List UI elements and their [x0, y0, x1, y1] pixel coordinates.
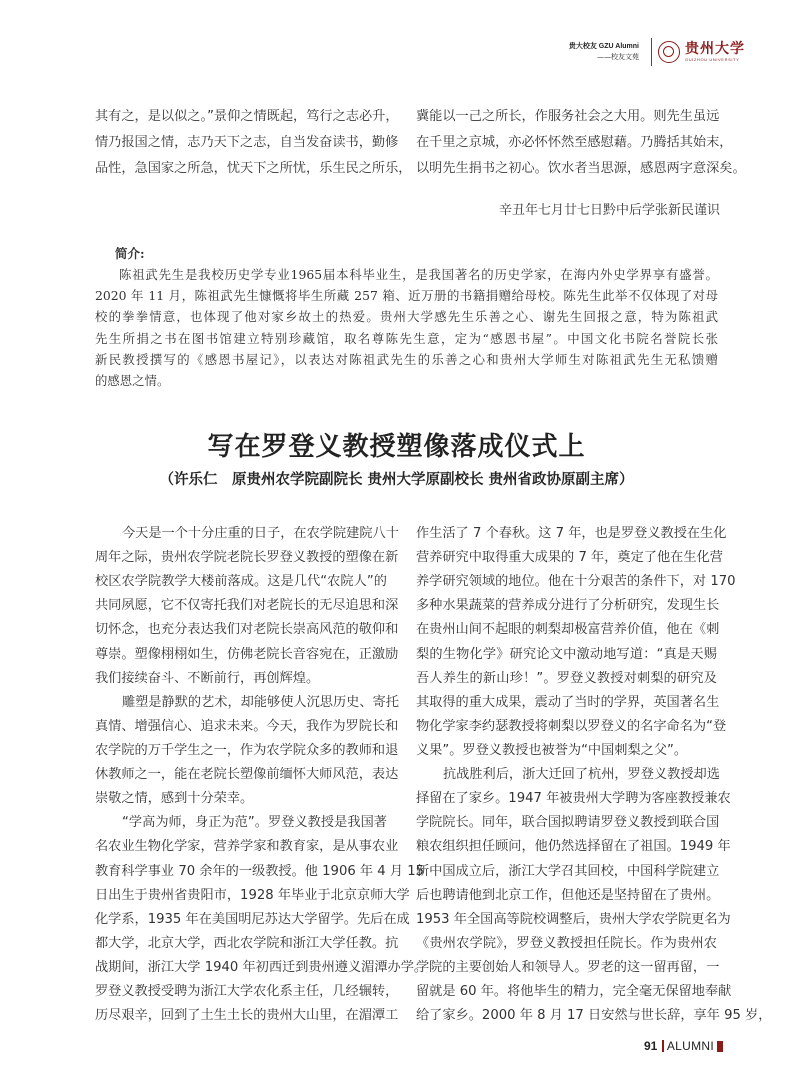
body-line: 义果”。罗登义教授也被誉为“中国刺梨之父”。: [416, 742, 688, 758]
body-line: 物化学家李约瑟教授将刺梨以罗登义的名字命名为“登: [416, 718, 727, 734]
article-subtitle: （许乐仁 原贵州农学院副院长 贵州大学原副校长 贵州省政协原副主席）: [159, 472, 634, 488]
body-line: 化学系，1935 年在美国明尼苏达大学留学。先后在成: [95, 911, 410, 927]
signature: 辛丑年七月廿七日黔中后学张新民谨识: [498, 203, 720, 218]
bio-section: [95, 244, 718, 422]
body-line: 真情、增强信心、追求未来。今天，我作为罗院长和: [95, 718, 399, 734]
body-line: “学高为师，身正为范”。罗登义教授是我国著: [122, 815, 387, 831]
bio-line: 先生所捐之书在图书馆建立特别珍藏馆，取名尊陈先生意，定为“感恩书屋”。中国文化书院名誉院长张: [95, 330, 718, 346]
body-line: 梨的生物化学》研究论文中激动地写道：“真是天赐: [416, 646, 717, 662]
text-line: 其有之，是以似之。”景仰之情既起，笃行之志必升，: [95, 109, 399, 124]
bio-line: 陈祖武先生是我校历史学专业1965届本科毕业生，是我国著名的历史学家，在海内外史学界享有盛誉。: [119, 267, 718, 282]
university-name-cn: 贵州大学: [685, 41, 745, 57]
body-line: 作生活了 7 个春秋。这 7 年，也是罗登义教授在生化: [416, 526, 727, 541]
body-line: 校区农学院教学大楼前落成。这是几代“农院人”的: [95, 574, 387, 590]
body-line: 抗战胜利后，浙大迁回了杭州，罗登义教授却选: [443, 767, 720, 783]
body-line: 新中国成立后，浙江大学召其回校，中国科学院建立: [416, 863, 720, 879]
header-tagline: ——校友文苑: [597, 53, 639, 61]
top-right-column: [416, 104, 746, 182]
top-left-column: [95, 104, 412, 182]
body-line: 崇敬之情，感到十分荣幸。: [95, 791, 254, 807]
body-line: 《贵州农学院》，罗登义教授担任院长。作为贵州农: [416, 935, 717, 951]
page-footer: [644, 1039, 723, 1053]
body-line: 战期间，浙江大学 1940 年初西迁到贵州遵义湄潭办学。: [95, 959, 428, 975]
bio-title: 简介:: [115, 246, 145, 261]
body-line: 切怀念，也充分表达我们对老院长崇高风范的敬仰和: [95, 622, 399, 638]
body-line: 周年之际，贵州农学院老院长罗登义教授的塑像在新: [95, 550, 399, 566]
body-line: 历尽艰辛，回到了土生土长的贵州大山里，在湄潭工: [95, 1008, 399, 1024]
body-line: 给了家乡。2000 年 8 月 17 日安然与世长辞，享年 95 岁，: [416, 1008, 772, 1024]
university-logo: [685, 42, 745, 62]
body-line: 吾人养生的新山珍！”。罗登义教授对刺梨的研究及: [416, 670, 717, 686]
text-line: 在千里之京城，亦必怀怀然至感慰藉。乃腾括其始末，: [416, 135, 733, 150]
university-seal-icon: [658, 41, 680, 63]
body-line: 名农业生物化学家，营养学家和教育家，是从事农业: [95, 839, 399, 855]
bio-line: 校的拳拳情意，也体现了他对家乡故土的热爱。贵州大学感先生乐善之心、谢先生回报之意，特为陈祖武: [95, 309, 718, 325]
text-line: 冀能以一己之所长，作服务社会之大用。则先生虽远: [416, 109, 720, 124]
header-alumni-block: [569, 43, 639, 61]
footer-divider: [662, 1040, 664, 1052]
university-name-en: GUIZHOU UNIVERSITY: [685, 57, 740, 62]
body-line: 学院的主要创始人和领导人。罗老的这一留再留，一: [416, 959, 720, 975]
body-line: 养学研究领域的地位。他在十分艰苦的条件下，对 170: [416, 574, 736, 590]
body-line: 罗登义教授受聘为浙江大学农化系主任，几经辗转，: [95, 984, 399, 1000]
bio-line: 的感恩之情。: [95, 372, 170, 388]
body-line: 都大学，北京大学，西北农学院和浙江大学任教。抗: [95, 935, 399, 951]
body-line: 营养研究中取得重大成果的 7 年，奠定了他在生化营: [416, 550, 723, 566]
body-line: 尊崇。塑像栩栩如生，仿佛老院长音容宛在，正激励: [95, 646, 399, 662]
body-line: 学院院长。同年，联合国拟聘请罗登义教授到联合国: [416, 815, 720, 831]
header-divider: [651, 38, 652, 66]
bio-line: 2020 年 11 月，陈祖武先生慷慨将毕生所藏 257 箱、近万册的书籍捐赠给母校。陈先生此举不仅体现了对母: [95, 288, 718, 304]
body-line: 其取得的重大成果，震动了当时的学界，英国著名生: [416, 694, 720, 710]
body-left-column: [95, 522, 428, 1028]
bio-text: [95, 264, 718, 391]
bio-line: 新民教授撰写的《感恩书屋记》，以表达对陈祖武先生的乐善之心和贵州大学师生对陈祖武先生无私馈赠: [95, 351, 718, 367]
article-title: 写在罗登义教授塑像落成仪式上: [207, 432, 586, 462]
body-line: 粮农组织担任顾问，他仍然选择留在了祖国。1949 年: [416, 839, 731, 855]
footer-section-label: ALUMNI: [666, 1039, 714, 1053]
text-line: 品性，急国家之所急，忧天下之所忧，乐生民之所乐，: [95, 161, 412, 176]
body-line: 我们接续奋斗、不断前行，再创辉煌。: [95, 670, 320, 686]
body-line: 休教师之一，能在老院长塑像前缅怀大师风范，表达: [95, 767, 399, 783]
body-line: 共同夙愿，它不仅寄托我们对老院长的无尽追思和深: [95, 598, 399, 614]
body-line: 择留在了家乡。1947 年被贵州大学聘为客座教授兼农: [416, 791, 731, 807]
body-line: 在贵州山间不起眼的刺梨却极富营养价值，他在《刺: [416, 622, 720, 638]
header-alumni-line: 贵大校友 GZU Alumni: [568, 43, 639, 50]
body-line: 今天是一个十分庄重的日子，在农学院建院八十: [122, 526, 399, 541]
page-header: [569, 38, 745, 66]
body-line: 教育科学事业 70 余年的一级教授。他 1906 年 4 月 15: [95, 863, 425, 879]
body-line: 多种水果蔬菜的营养成分进行了分析研究，发现生长: [416, 598, 720, 614]
text-line: 情乃报国之情，志乃天下之志，自当发奋读书，勤修: [95, 135, 399, 150]
text-line: 以明先生捐书之初心。饮水者当思源，感恩两字意深矣。: [416, 161, 746, 176]
body-line: 1953 年全国高等院校调整后，贵州大学农学院更名为: [416, 911, 731, 927]
body-line: 日出生于贵州省贵阳市，1928 年毕业于北京京师大学: [95, 887, 410, 903]
body-line: 雕塑是静默的艺术，却能够使人沉思历史、寄托: [122, 694, 399, 710]
body-right-column: [416, 522, 772, 1028]
footer-accent-block: [717, 1041, 723, 1052]
body-line: 后也聘请他到北京工作，但他还是坚持留在了贵州。: [416, 887, 720, 903]
page-number: 91: [644, 1039, 658, 1053]
body-line: 农学院的万千学生之一，作为农学院众多的教师和退: [95, 742, 399, 758]
body-line: 留就是 60 年。将他毕生的精力，完全毫无保留地奉献: [416, 984, 732, 1000]
